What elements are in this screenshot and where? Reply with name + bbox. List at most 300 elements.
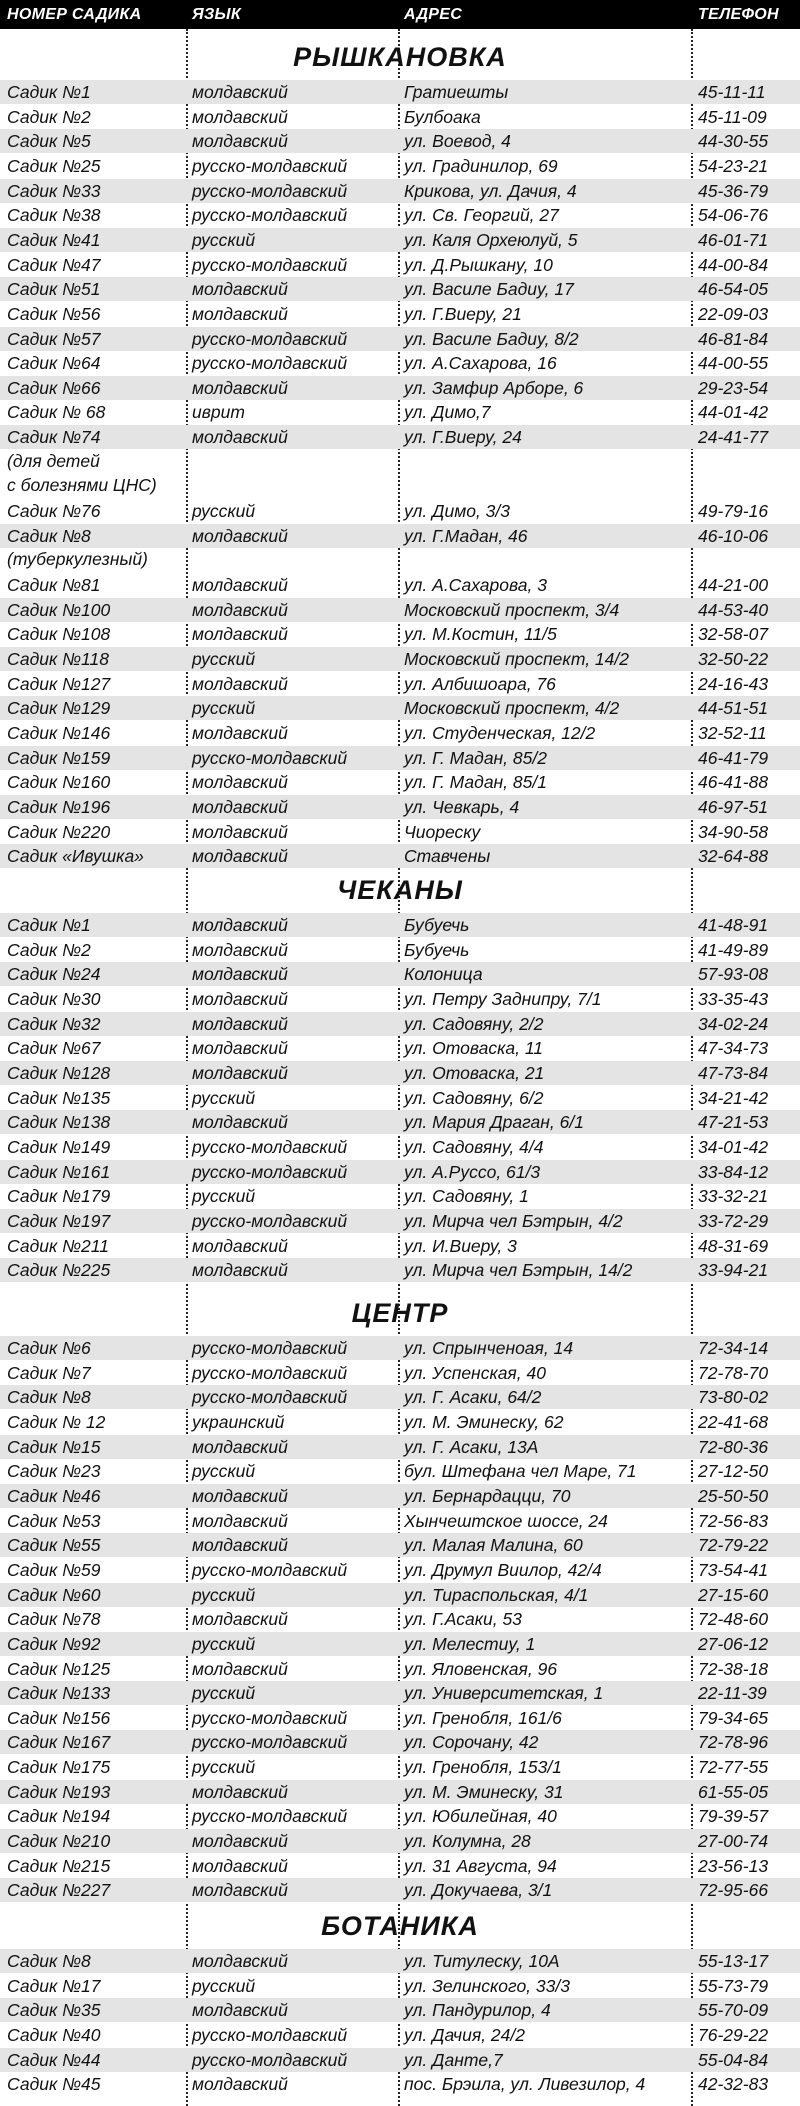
address-cell: ул. Садовяну, 4/4 — [404, 1136, 544, 1157]
table-row — [0, 1607, 800, 1631]
table-row — [0, 1061, 800, 1085]
table-row — [0, 721, 800, 745]
phone-cell: 76-29-22 — [698, 2025, 769, 2045]
table-row — [0, 425, 800, 449]
address-cell: ул. Г. Асаки, 64/2 — [404, 1387, 542, 1408]
kindergarten-note: (для детей — [7, 450, 100, 471]
kindergarten-name: Садик №100 — [7, 599, 111, 620]
kindergarten-name: Садик №1 — [7, 915, 91, 935]
language-cell: русско-молдавский — [192, 2049, 348, 2070]
address-cell: ул. Мелестиу, 1 — [404, 1633, 536, 1654]
address-cell: ул. А.Сахарова, 16 — [404, 353, 557, 374]
address-cell: Гратиешты — [404, 82, 509, 102]
phone-cell: 47-34-73 — [698, 1038, 769, 1059]
language-cell: русско-молдавский — [192, 1362, 348, 1383]
address-cell: бул. Штефана чел Маре, 71 — [404, 1461, 637, 1482]
address-cell: Московский проспект, 4/2 — [404, 698, 620, 719]
phone-cell: 41-48-91 — [698, 915, 769, 935]
table-row — [0, 672, 800, 696]
kindergarten-name: Садик №179 — [7, 1186, 111, 1207]
phone-cell: 27-15-60 — [698, 1584, 769, 1605]
phone-cell: 46-10-06 — [698, 525, 769, 546]
kindergarten-name: Садик №38 — [7, 205, 101, 226]
kindergarten-name: Садик №125 — [7, 1658, 111, 1679]
table-row — [0, 647, 800, 671]
phone-cell: 72-95-66 — [698, 1880, 769, 1901]
table-row — [0, 351, 800, 375]
kindergarten-name: Садик №149 — [7, 1136, 111, 1157]
language-cell: молдавский — [192, 1013, 288, 1034]
language-cell: молдавский — [192, 796, 288, 817]
kindergarten-name: Садик №66 — [7, 377, 101, 398]
table-row — [0, 1681, 800, 1705]
phone-cell: 55-04-84 — [698, 2049, 769, 2070]
language-cell: молдавский — [192, 1658, 288, 1679]
phone-cell: 27-12-50 — [698, 1461, 769, 1482]
table-row — [0, 302, 800, 326]
phone-cell: 79-39-57 — [698, 1806, 769, 1827]
language-cell: русско-молдавский — [192, 1707, 348, 1728]
kindergarten-name: Садик №118 — [7, 648, 109, 669]
kindergarten-name: Садик №24 — [7, 964, 101, 985]
kindergarten-name: Садик №17 — [7, 1975, 101, 1996]
language-cell: молдавский — [192, 377, 288, 398]
table-row — [0, 1509, 800, 1533]
address-cell: ул. Каля Орхеюлуй, 5 — [404, 229, 578, 250]
table-row — [0, 1854, 800, 1878]
address-cell: ул. М.Костин, 11/5 — [404, 624, 557, 645]
language-cell: молдавский — [192, 2074, 288, 2095]
kindergarten-name: Садик №56 — [7, 303, 101, 324]
phone-cell: 47-73-84 — [698, 1062, 769, 1083]
address-cell: ул. Пандурилор, 4 — [404, 2000, 551, 2021]
address-cell: ул. Гренобля, 153/1 — [404, 1757, 562, 1778]
kindergarten-name: Садик №64 — [7, 353, 101, 374]
phone-cell: 72-48-60 — [698, 1609, 769, 1630]
address-cell: ул. Г.Виеру, 21 — [404, 303, 522, 324]
language-cell: русско-молдавский — [192, 1210, 348, 1231]
address-cell: ул. Г. Мадан, 85/1 — [404, 772, 547, 793]
kindergarten-name: Садик №227 — [7, 1880, 111, 1901]
table-row — [0, 1949, 800, 1973]
language-cell: молдавский — [192, 106, 288, 127]
phone-cell: 44-21-00 — [698, 575, 769, 595]
address-cell: ул. Мария Драган, 6/1 — [404, 1112, 584, 1133]
address-cell: Бубуечь — [404, 939, 470, 960]
kindergarten-name: Садик № 12 — [7, 1412, 106, 1432]
phone-cell: 72-34-14 — [698, 1338, 769, 1358]
table-row — [0, 2023, 800, 2047]
phone-cell: 22-11-39 — [698, 1683, 767, 1704]
language-cell: молдавский — [192, 1112, 288, 1133]
kindergarten-name: Садик №161 — [7, 1161, 111, 1182]
address-cell: ул. А.Сахарова, 3 — [404, 575, 547, 595]
table-row — [0, 1804, 800, 1828]
table-row — [0, 1184, 800, 1208]
language-cell: молдавский — [192, 575, 288, 595]
address-cell: ул. Замфир Арборе, 6 — [404, 377, 584, 398]
phone-cell: 46-41-79 — [698, 747, 769, 768]
phone-cell: 42-32-83 — [698, 2074, 769, 2095]
language-cell: русский — [192, 1461, 256, 1482]
kindergarten-name: Садик №220 — [7, 821, 111, 842]
phone-cell: 46-01-71 — [698, 229, 769, 250]
language-cell: русско-молдавский — [192, 1338, 348, 1358]
table-row — [0, 1730, 800, 1754]
language-cell: русско-молдавский — [192, 205, 348, 226]
language-cell: молдавский — [192, 673, 288, 694]
language-cell: русско-молдавский — [192, 1161, 348, 1182]
address-cell: ул. Воевод, 4 — [404, 131, 511, 152]
phone-cell: 44-00-55 — [698, 353, 769, 374]
kindergarten-name: Садик №55 — [7, 1535, 101, 1556]
language-cell: молдавский — [192, 1436, 288, 1457]
table-row — [0, 962, 800, 986]
kindergarten-name: Садик №167 — [7, 1732, 111, 1753]
kindergarten-name: Садик №8 — [7, 525, 91, 546]
address-cell: ул. Студенческая, 12/2 — [404, 722, 596, 743]
table-row — [0, 1209, 800, 1233]
address-cell: ул. Гренобля, 161/6 — [404, 1707, 562, 1728]
language-cell: молдавский — [192, 846, 288, 867]
phone-cell: 46-54-05 — [698, 279, 769, 300]
language-cell: молдавский — [192, 964, 288, 985]
language-cell: молдавский — [192, 427, 288, 448]
phone-cell: 45-11-09 — [698, 106, 767, 127]
kindergarten-name: Садик №53 — [7, 1510, 101, 1531]
header-language: ЯЗЫК — [192, 6, 241, 23]
table-row — [0, 1234, 800, 1258]
phone-cell: 33-94-21 — [698, 1260, 769, 1281]
table-row — [0, 795, 800, 819]
address-cell: ул. 31 Августа, 94 — [404, 1855, 557, 1876]
address-cell: ул. Бернардацци, 70 — [404, 1485, 571, 1506]
kindergarten-name: Садик №47 — [7, 254, 101, 275]
language-cell: русский — [192, 1584, 256, 1605]
kindergarten-name: Садик №46 — [7, 1485, 101, 1506]
language-cell: молдавский — [192, 1880, 288, 1901]
address-cell: ул. Мирча чел Бэтрын, 4/2 — [404, 1210, 623, 1231]
kindergarten-name: Садик №67 — [7, 1038, 101, 1059]
table-row — [0, 913, 800, 937]
kindergarten-name: Садик №81 — [7, 575, 101, 595]
address-cell: ул. Докучаева, 3/1 — [404, 1880, 553, 1901]
kindergarten-name: Садик №7 — [7, 1362, 91, 1383]
address-cell: Московский проспект, 14/2 — [404, 648, 629, 669]
table-row — [0, 376, 800, 400]
kindergarten-name: Садик №76 — [7, 501, 101, 521]
phone-cell: 57-93-08 — [698, 964, 769, 985]
language-cell: молдавский — [192, 1609, 288, 1630]
address-cell: ул. Успенская, 40 — [404, 1362, 546, 1383]
header-kindergarten: НОМЕР САДИКА — [7, 6, 142, 23]
address-cell: ул. Яловенская, 96 — [404, 1658, 558, 1679]
language-cell: молдавский — [192, 1831, 288, 1851]
table-row — [0, 1780, 800, 1804]
kindergarten-name: Садик №92 — [7, 1633, 101, 1654]
table-row — [0, 1435, 800, 1459]
phone-cell: 27-00-74 — [698, 1831, 769, 1851]
language-cell: молдавский — [192, 1855, 288, 1876]
language-cell: русский — [192, 1186, 256, 1207]
kindergarten-name: Садик №127 — [7, 673, 111, 694]
address-cell: ул. Василе Бадиу, 8/2 — [404, 328, 579, 349]
table-row — [0, 80, 800, 104]
language-cell: молдавский — [192, 915, 288, 935]
kindergarten-name: Садик №8 — [7, 1387, 91, 1408]
kindergarten-name: Садик №23 — [7, 1461, 101, 1482]
address-cell: ул. Д.Рышкану, 10 — [404, 254, 553, 275]
language-cell: молдавский — [192, 1781, 288, 1802]
language-cell: русско-молдавский — [192, 353, 348, 374]
kindergarten-name: Садик №78 — [7, 1609, 101, 1630]
section-title: ЧЕКАНЫ — [337, 875, 463, 905]
address-cell: ул. Отоваска, 21 — [404, 1062, 545, 1083]
phone-cell: 55-70-09 — [698, 2000, 769, 2021]
phone-cell: 34-21-42 — [698, 1087, 769, 1108]
table-row — [0, 2072, 800, 2096]
table-row — [0, 400, 800, 424]
kindergarten-name: Садик №6 — [7, 1338, 91, 1358]
table-row — [0, 844, 800, 868]
header-phone: ТЕЛЕФОН — [698, 6, 779, 23]
phone-cell: 34-02-24 — [698, 1013, 769, 1034]
address-cell: ул. Спрынченоая, 14 — [404, 1338, 574, 1358]
language-cell: иврит — [192, 402, 245, 423]
language-cell: русско-молдавский — [192, 156, 348, 176]
phone-cell: 79-34-65 — [698, 1707, 769, 1728]
language-cell: русско-молдавский — [192, 747, 348, 768]
kindergarten-name: Садик №225 — [7, 1260, 111, 1281]
language-cell: русско-молдавский — [192, 254, 348, 275]
address-cell: ул. Садовяну, 6/2 — [404, 1087, 544, 1108]
address-cell: ул. Градинилор, 69 — [404, 156, 558, 176]
phone-cell: 32-64-88 — [698, 846, 769, 867]
table-row — [0, 622, 800, 646]
kindergarten-name: Садик №41 — [7, 229, 101, 250]
kindergarten-name: Садик №133 — [7, 1683, 111, 1704]
phone-cell: 44-01-42 — [698, 402, 769, 423]
kindergarten-name: Садик №45 — [7, 2074, 101, 2095]
language-cell: молдавский — [192, 599, 288, 620]
table-row — [0, 253, 800, 277]
kindergarten-name: Садик №159 — [7, 747, 111, 768]
language-cell: молдавский — [192, 772, 288, 793]
address-cell: ул. Колумна, 28 — [404, 1831, 531, 1851]
phone-cell: 48-31-69 — [698, 1235, 769, 1256]
phone-cell: 44-53-40 — [698, 599, 769, 620]
language-cell: молдавский — [192, 131, 288, 152]
kindergarten-name: Садик № 68 — [7, 402, 106, 423]
language-cell: молдавский — [192, 988, 288, 1009]
language-cell: молдавский — [192, 821, 288, 842]
table-row — [0, 987, 800, 1011]
address-cell: ул. Садовяну, 2/2 — [404, 1013, 544, 1034]
phone-cell: 24-41-77 — [698, 427, 769, 448]
phone-cell: 72-78-96 — [698, 1732, 769, 1753]
kindergarten-name: Садик №44 — [7, 2049, 101, 2070]
address-cell: ул. Св. Георгий, 27 — [404, 205, 559, 226]
table-row — [0, 1878, 800, 1902]
phone-cell: 54-06-76 — [698, 205, 769, 226]
kindergarten-name: Садик №128 — [7, 1062, 111, 1083]
address-cell: Бубуечь — [404, 915, 470, 935]
address-cell: ул. Титулеску, 10А — [404, 1951, 560, 1971]
language-cell: русский — [192, 1757, 256, 1778]
phone-cell: 72-56-83 — [698, 1510, 769, 1531]
address-cell: ул. М. Эминеску, 31 — [404, 1781, 564, 1802]
phone-cell: 33-72-29 — [698, 1210, 769, 1231]
address-cell: ул. Тираспольская, 4/1 — [404, 1584, 589, 1605]
table-row — [0, 1755, 800, 1779]
section-title: ЦЕНТР — [351, 1298, 449, 1328]
address-cell: ул. Мирча чел Бэтрын, 14/2 — [404, 1260, 633, 1281]
header-address: АДРЕС — [404, 6, 463, 23]
kindergarten-name: Садик №146 — [7, 722, 111, 743]
kindergarten-name: Садик №215 — [7, 1855, 111, 1876]
language-cell: молдавский — [192, 2000, 288, 2021]
kindergarten-name: Садик №129 — [7, 698, 111, 719]
phone-cell: 55-13-17 — [698, 1951, 769, 1971]
table-row — [0, 179, 800, 203]
kindergarten-name: Садик №25 — [7, 156, 101, 176]
phone-cell: 73-54-41 — [698, 1559, 769, 1580]
phone-cell: 44-00-84 — [698, 254, 769, 275]
kindergarten-name: Садик №30 — [7, 988, 101, 1009]
table-row — [0, 228, 800, 252]
kindergarten-name: Садик №15 — [7, 1436, 101, 1457]
phone-cell: 47-21-53 — [698, 1112, 769, 1133]
address-cell: ул. Университетская, 1 — [404, 1683, 604, 1704]
language-cell: молдавский — [192, 624, 288, 645]
phone-cell: 32-50-22 — [698, 648, 769, 669]
language-cell: русско-молдавский — [192, 1136, 348, 1157]
address-cell: Булбоака — [404, 106, 481, 127]
kindergarten-name: Садик №211 — [7, 1235, 109, 1256]
language-cell: русский — [192, 1683, 256, 1704]
language-cell: молдавский — [192, 1951, 288, 1971]
kindergarten-name: Садик №60 — [7, 1584, 101, 1605]
table-row — [0, 746, 800, 770]
address-cell: пос. Брэила, ул. Ливезилор, 4 — [404, 2074, 646, 2095]
kindergarten-name: Садик №57 — [7, 328, 101, 349]
kindergarten-name: Садик №2 — [7, 939, 91, 960]
table-row — [0, 1036, 800, 1060]
table-row — [0, 1012, 800, 1036]
phone-cell: 45-11-11 — [698, 82, 766, 102]
language-cell: русско-молдавский — [192, 2025, 348, 2045]
table-row — [0, 1086, 800, 1110]
phone-cell: 29-23-54 — [698, 377, 769, 398]
phone-cell: 49-79-16 — [698, 501, 769, 521]
kindergarten-name: Садик «Ивушка» — [7, 846, 144, 867]
kindergarten-name: Садик №1 — [7, 82, 91, 102]
kindergarten-name: Садик №108 — [7, 624, 111, 645]
phone-cell: 72-80-36 — [698, 1436, 769, 1457]
table-row — [0, 1110, 800, 1134]
table-row — [0, 1135, 800, 1159]
phone-cell: 27-06-12 — [698, 1633, 769, 1654]
address-cell: ул. И.Виеру, 3 — [404, 1235, 517, 1256]
phone-cell: 44-51-51 — [698, 698, 769, 719]
phone-cell: 34-90-58 — [698, 821, 769, 842]
kindergarten-note: с болезнями ЦНС) — [7, 475, 157, 496]
language-cell: молдавский — [192, 303, 288, 324]
language-cell: русско-молдавский — [192, 1732, 348, 1753]
language-cell: молдавский — [192, 1038, 288, 1059]
table-row — [0, 105, 800, 129]
phone-cell: 33-84-12 — [698, 1161, 769, 1182]
address-cell: ул. Сорочану, 42 — [404, 1732, 539, 1753]
phone-cell: 44-30-55 — [698, 131, 769, 152]
phone-cell: 22-09-03 — [698, 303, 769, 324]
language-cell: русско-молдавский — [192, 1387, 348, 1408]
phone-cell: 33-35-43 — [698, 988, 769, 1009]
address-cell: ул. Г. Мадан, 85/2 — [404, 747, 547, 768]
phone-cell: 41-49-89 — [698, 939, 769, 960]
language-cell: русско-молдавский — [192, 1806, 348, 1827]
language-cell: русский — [192, 501, 256, 521]
phone-cell: 73-80-02 — [698, 1387, 769, 1408]
kindergarten-name: Садик №74 — [7, 427, 101, 448]
address-cell: ул. Петру Заднипру, 7/1 — [404, 988, 602, 1009]
language-cell: молдавский — [192, 1235, 288, 1256]
address-cell: ул. Данте,7 — [404, 2049, 503, 2070]
address-cell: ул. Зелинского, 33/3 — [404, 1975, 570, 1996]
table-row — [0, 696, 800, 720]
address-cell: Ставчены — [404, 846, 491, 867]
language-cell: молдавский — [192, 525, 288, 546]
address-cell: ул. Василе Бадиу, 17 — [404, 279, 574, 300]
table-row — [0, 938, 800, 962]
address-cell: Колоница — [404, 964, 483, 985]
table-row — [0, 1583, 800, 1607]
kindergarten-name: Садик №156 — [7, 1707, 111, 1728]
kindergarten-name: Садик №35 — [7, 2000, 101, 2021]
table-row — [0, 1657, 800, 1681]
phone-cell: 22-41-68 — [698, 1412, 769, 1432]
phone-cell: 46-97-51 — [698, 796, 769, 817]
language-cell: молдавский — [192, 1260, 288, 1281]
address-cell: ул. Малая Малина, 60 — [404, 1535, 583, 1556]
language-cell: молдавский — [192, 1510, 288, 1531]
table-row — [0, 1160, 800, 1184]
language-cell: молдавский — [192, 1485, 288, 1506]
kindergarten-name: Садик №2 — [7, 106, 91, 127]
table-row — [0, 1459, 800, 1483]
address-cell: Крикова, ул. Дачия, 4 — [404, 180, 577, 201]
phone-cell: 72-78-70 — [698, 1362, 769, 1383]
phone-cell: 45-36-79 — [698, 180, 769, 201]
phone-cell: 32-58-07 — [698, 624, 769, 645]
address-cell: ул. Димо,7 — [404, 402, 491, 423]
address-cell: ул. Друмул Виилор, 42/4 — [404, 1559, 602, 1580]
phone-cell: 46-81-84 — [698, 328, 769, 349]
address-cell: ул. М. Эминеску, 62 — [404, 1412, 564, 1432]
table-row — [0, 1385, 800, 1409]
language-cell: русский — [192, 698, 256, 719]
table-row — [0, 573, 800, 597]
phone-cell: 72-38-18 — [698, 1658, 769, 1679]
kindergarten-name: Садик №196 — [7, 796, 111, 817]
table-row — [0, 203, 800, 227]
table-row — [0, 499, 800, 523]
table-row — [0, 1558, 800, 1582]
table-row — [0, 129, 800, 153]
kindergarten-name: Садик №59 — [7, 1559, 101, 1580]
language-cell: русский — [192, 648, 256, 669]
language-cell: молдавский — [192, 279, 288, 300]
